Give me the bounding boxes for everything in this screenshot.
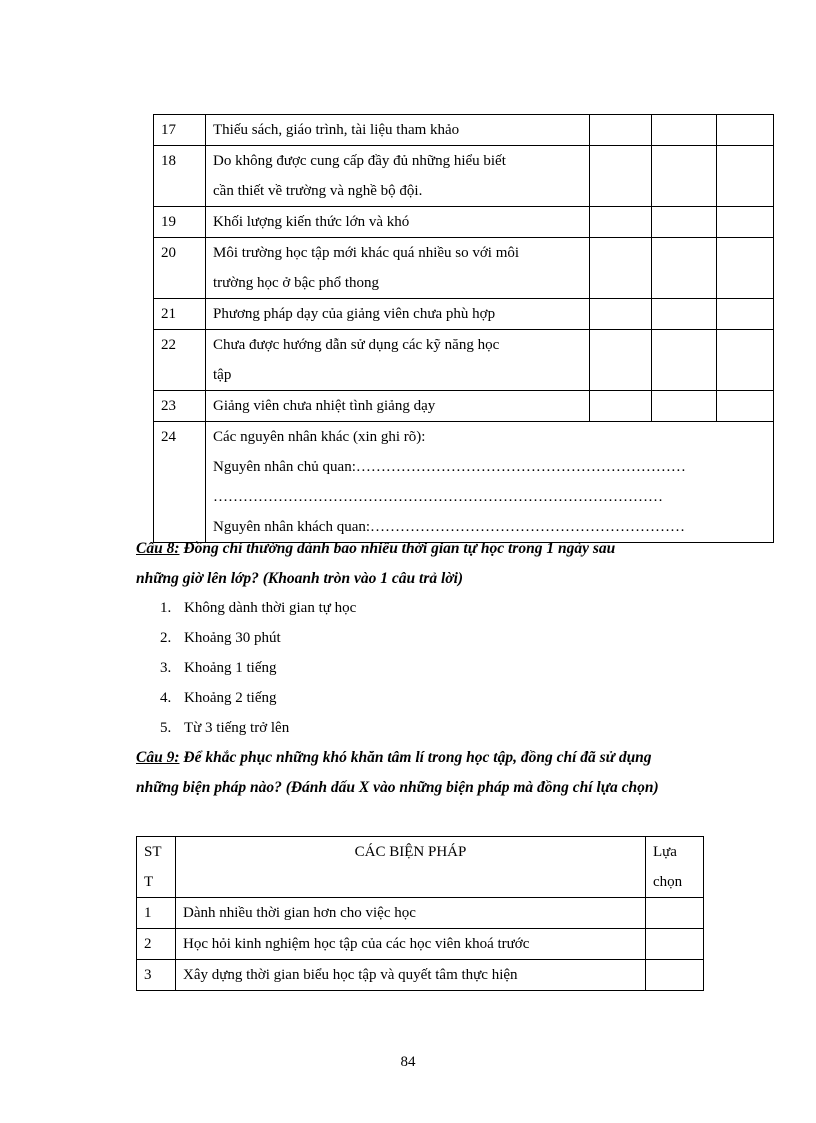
answer-cell[interactable] — [651, 207, 716, 238]
row-number: 1 — [137, 898, 176, 929]
row-number: 22 — [154, 330, 206, 391]
option-item[interactable] — [160, 623, 356, 653]
row-text — [206, 146, 590, 207]
header-choice — [646, 837, 704, 898]
header-stt — [137, 837, 176, 898]
answer-cell[interactable] — [651, 238, 716, 299]
row-text-line: Môi trường học tập mới khác quá nhiều so với môi — [213, 245, 520, 261]
question-text: Đồng chí thường dành bao nhiêu thời gian tự học trong 1 ngày sau — [179, 540, 616, 557]
question-label: Câu 8: — [136, 540, 180, 557]
choice-cell[interactable] — [646, 960, 704, 991]
option-number: 4. — [160, 690, 172, 706]
option-item[interactable] — [160, 713, 356, 743]
row-number: 21 — [154, 299, 206, 330]
row-number: 23 — [154, 391, 206, 422]
other-causes-cell[interactable] — [206, 422, 774, 543]
methods-table — [136, 836, 704, 991]
table-header-row — [137, 837, 704, 898]
table-row — [137, 929, 704, 960]
question-9 — [136, 743, 756, 803]
option-text: Từ 3 tiếng trở lên — [184, 720, 290, 736]
answer-cell[interactable] — [716, 207, 773, 238]
answer-cell[interactable] — [589, 115, 651, 146]
answer-cell[interactable] — [651, 115, 716, 146]
answer-cell[interactable] — [716, 391, 773, 422]
question-text: những giờ lên lớp? (Khoanh tròn vào 1 câu trả lời) — [136, 570, 464, 587]
option-number: 3. — [160, 660, 172, 676]
row-text-line: tập — [213, 367, 232, 383]
option-number: 1. — [160, 600, 172, 616]
question-label: Câu 9: — [136, 749, 180, 766]
option-text: Không dành thời gian tự học — [184, 600, 357, 616]
table-row — [154, 238, 774, 299]
answer-cell[interactable] — [716, 146, 773, 207]
option-item[interactable] — [160, 593, 356, 623]
row-text: Giảng viên chưa nhiệt tình giảng dạy — [206, 391, 590, 422]
row-number: 24 — [154, 422, 206, 543]
row-number: 18 — [154, 146, 206, 207]
choice-cell[interactable] — [646, 898, 704, 929]
table-row — [154, 115, 774, 146]
option-item[interactable] — [160, 683, 356, 713]
answer-cell[interactable] — [651, 330, 716, 391]
dotted-line[interactable]: ……………………………………………………………………………… — [213, 489, 663, 505]
header-methods: CÁC BIỆN PHÁP — [176, 837, 646, 898]
question-8 — [136, 534, 756, 594]
answer-cell[interactable] — [716, 299, 773, 330]
table-row — [154, 391, 774, 422]
row-text: Xây dựng thời gian biểu học tập và quyết tâm thực hiện — [176, 960, 646, 991]
table-row — [154, 299, 774, 330]
row-number: 2 — [137, 929, 176, 960]
header-text: chọn — [653, 874, 683, 890]
subjective-causes-line[interactable]: Nguyên nhân chủ quan:………………………………………………………… — [213, 459, 686, 475]
row-text-line: cần thiết về trường và nghề bộ đội. — [213, 183, 423, 199]
table-row — [154, 207, 774, 238]
answer-cell[interactable] — [589, 238, 651, 299]
row-text — [206, 238, 590, 299]
page-number: 84 — [400, 1054, 416, 1070]
row-text-line: Chưa được hướng dẫn sử dụng các kỹ năng học — [213, 337, 500, 353]
answer-cell[interactable] — [589, 207, 651, 238]
question-text: những biện pháp nào? (Đánh dấu X vào những biện pháp mà đồng chí lựa chọn) — [136, 779, 659, 796]
row-text: Khối lượng kiến thức lớn và khó — [206, 207, 590, 238]
option-number: 2. — [160, 630, 172, 646]
table-row — [137, 898, 704, 929]
row-text-line: trường học ở bậc phổ thong — [213, 275, 380, 291]
answer-cell[interactable] — [651, 391, 716, 422]
choice-cell[interactable] — [646, 929, 704, 960]
table-row-other — [154, 422, 774, 543]
row-text: Dành nhiều thời gian hơn cho việc học — [176, 898, 646, 929]
option-text: Khoảng 30 phút — [184, 630, 281, 646]
answer-cell[interactable] — [716, 330, 773, 391]
option-item[interactable] — [160, 653, 356, 683]
header-text: T — [144, 874, 154, 890]
row-text: Học hỏi kinh nghiệm học tập của các học viên khoá trước — [176, 929, 646, 960]
row-number: 17 — [154, 115, 206, 146]
header-text: ST — [144, 844, 162, 860]
objective-causes-line[interactable]: Nguyên nhân khách quan:……………………………………………………… — [213, 519, 686, 535]
header-text: Lựa — [653, 844, 677, 860]
answer-cell[interactable] — [716, 115, 773, 146]
option-text: Khoảng 1 tiếng — [184, 660, 277, 676]
answer-cell[interactable] — [651, 146, 716, 207]
table-row — [154, 146, 774, 207]
answer-cell[interactable] — [589, 330, 651, 391]
row-text: Phương pháp dạy của giảng viên chưa phù hợp — [206, 299, 590, 330]
option-number: 5. — [160, 720, 172, 736]
row-number: 20 — [154, 238, 206, 299]
row-number: 3 — [137, 960, 176, 991]
answer-cell[interactable] — [589, 299, 651, 330]
causes-table — [153, 114, 774, 543]
question-text: Để khắc phục những khó khăn tâm lí trong học tập, đồng chí đã sử dụng — [179, 749, 652, 766]
table-row — [154, 330, 774, 391]
table-row — [137, 960, 704, 991]
row-text-line: Do không được cung cấp đầy đủ những hiểu biết — [213, 153, 506, 169]
row-number: 19 — [154, 207, 206, 238]
answer-cell[interactable] — [589, 146, 651, 207]
option-text: Khoảng 2 tiếng — [184, 690, 277, 706]
answer-cell[interactable] — [589, 391, 651, 422]
question-8-options — [160, 593, 356, 743]
answer-cell[interactable] — [716, 238, 773, 299]
row-text — [206, 330, 590, 391]
answer-cell[interactable] — [651, 299, 716, 330]
other-causes-label: Các nguyên nhân khác (xin ghi rõ): — [213, 429, 426, 445]
row-text: Thiếu sách, giáo trình, tài liệu tham khảo — [206, 115, 590, 146]
